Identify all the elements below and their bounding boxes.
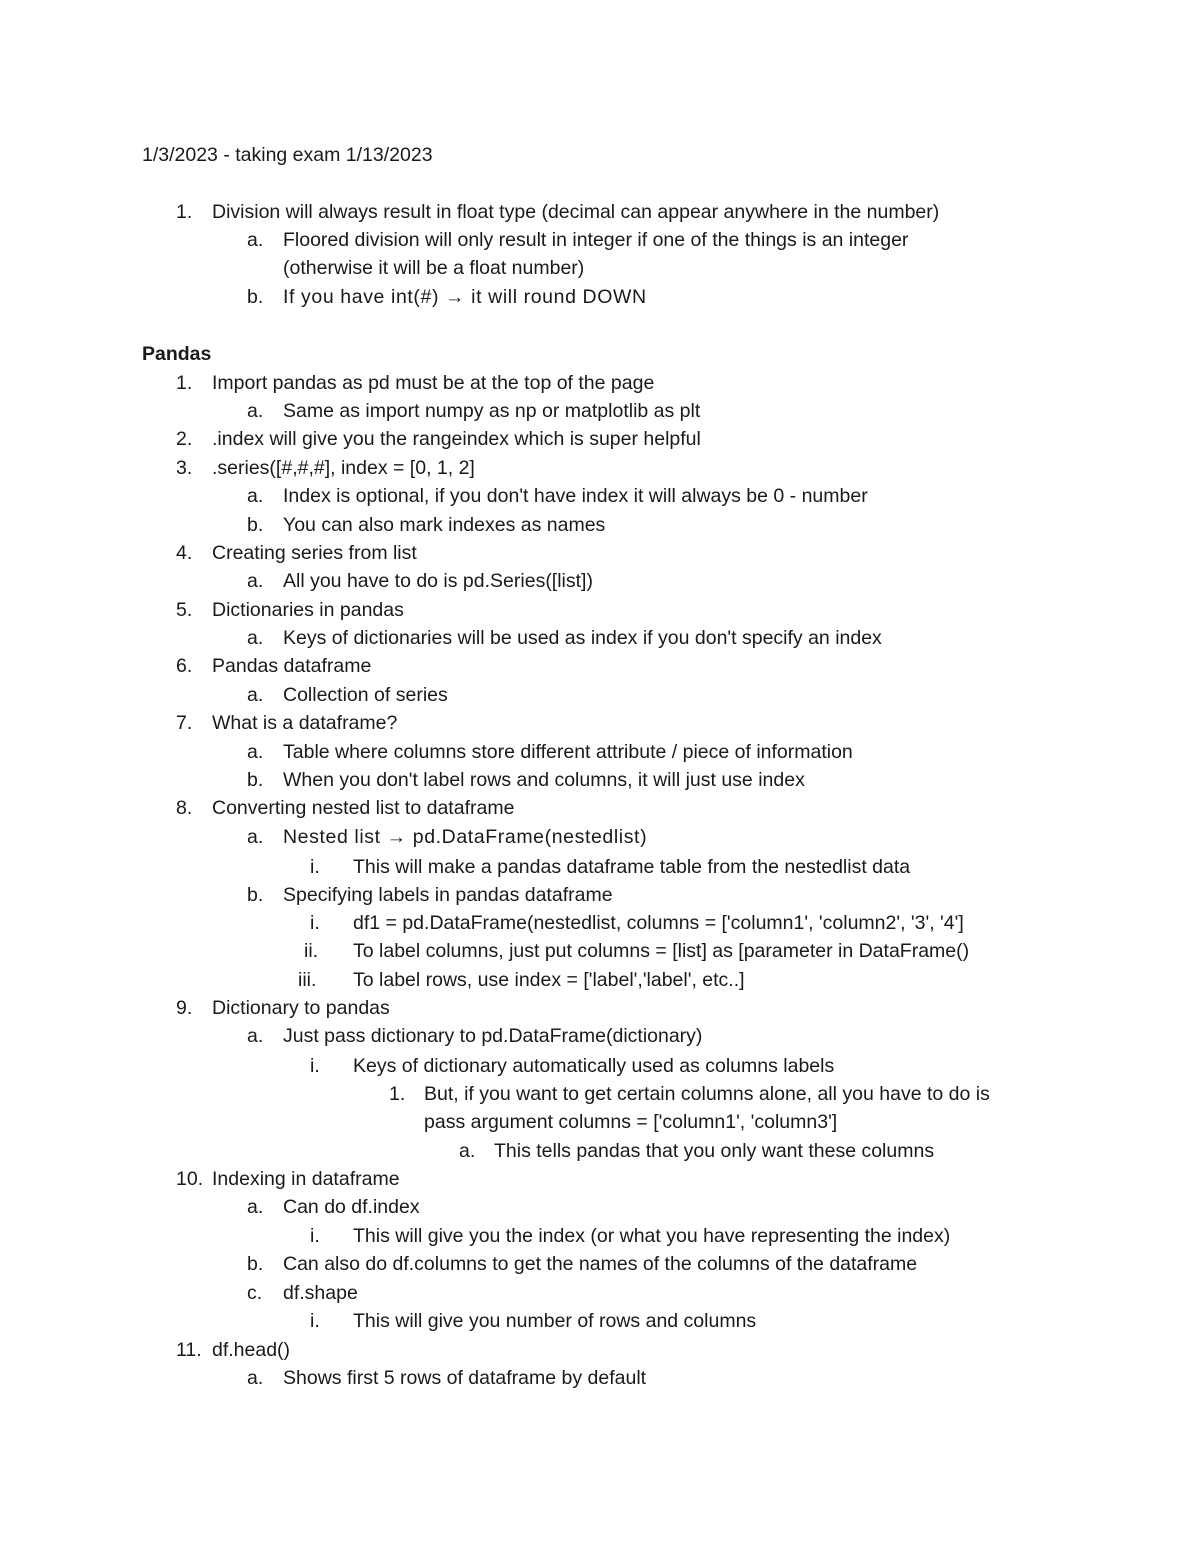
list-letter: a.	[247, 229, 264, 251]
list-letter: a.	[247, 741, 264, 763]
list-number: 2.	[176, 428, 193, 450]
list-item-text: Keys of dictionary automatically used as columns labels	[353, 1055, 835, 1077]
list-item-text: This will give you number of rows and columns	[353, 1310, 757, 1332]
list-item-text: Division will always result in float type (decimal can appear anywhere in the number)	[212, 201, 940, 223]
list-number: 11.	[176, 1339, 202, 1361]
list-item-text: All you have to do is pd.Series([list])	[283, 570, 593, 592]
list-item-text: df.shape	[283, 1282, 358, 1304]
list-item-text: Dictionary to pandas	[212, 997, 390, 1019]
list-letter: a.	[247, 400, 264, 422]
date-header: 1/3/2023 - taking exam 1/13/2023	[142, 144, 433, 166]
section-heading: Pandas	[142, 343, 212, 365]
list-item-text: Can do df.index	[283, 1196, 420, 1218]
list-item-text: This will make a pandas dataframe table from the nestedlist data	[353, 856, 911, 878]
list-item-text: This tells pandas that you only want these columns	[494, 1140, 935, 1162]
list-number: 3.	[176, 457, 193, 479]
list-item-text: Converting nested list to dataframe	[212, 797, 515, 819]
list-item-text: Floored division will only result in integer if one of the things is an integer	[283, 229, 909, 251]
list-roman: iii.	[298, 969, 317, 991]
list-number: 1.	[176, 201, 193, 223]
list-number: 10.	[176, 1168, 204, 1190]
list-item-text: To label columns, just put columns = [list] as [parameter in DataFrame()	[353, 940, 970, 962]
list-letter: c.	[247, 1282, 263, 1304]
list-roman: i.	[310, 1225, 320, 1247]
list-item-text: Same as import numpy as np or matplotlib as plt	[283, 400, 701, 422]
list-roman: i.	[310, 912, 320, 934]
list-item-text: You can also mark indexes as names	[283, 514, 606, 536]
list-letter: a.	[247, 627, 264, 649]
list-letter: a.	[247, 1367, 264, 1389]
list-item-text: But, if you want to get certain columns alone, all you have to do is	[424, 1083, 990, 1105]
list-item-text: Collection of series	[283, 684, 448, 706]
list-item-text: Nested list → pd.DataFrame(nestedlist)	[283, 826, 648, 848]
list-letter: a.	[247, 570, 264, 592]
list-item-text: This will give you the index (or what you have representing the index)	[353, 1225, 951, 1247]
list-number: 8.	[176, 797, 193, 819]
list-item-text: Table where columns store different attribute / piece of information	[283, 741, 853, 763]
list-number: 9.	[176, 997, 193, 1019]
list-item-text: df1 = pd.DataFrame(nestedlist, columns = ['column1', 'column2', '3', '4']	[353, 912, 964, 934]
list-item-text: df.head()	[212, 1339, 291, 1361]
list-item-text: Specifying labels in pandas dataframe	[283, 884, 613, 906]
list-item-text: (otherwise it will be a float number)	[283, 257, 585, 279]
list-roman: i.	[310, 856, 320, 878]
list-roman: i.	[310, 1055, 320, 1077]
list-item-text: When you don't label rows and columns, it will just use index	[283, 769, 805, 791]
list-item-text: .series([#,#,#], index = [0, 1, 2]	[212, 457, 475, 479]
list-roman: i.	[310, 1310, 320, 1332]
list-item-text: Just pass dictionary to pd.DataFrame(dictionary)	[283, 1025, 703, 1047]
list-item-text: What is a dataframe?	[212, 712, 398, 734]
list-number: 7.	[176, 712, 193, 734]
list-letter: a.	[459, 1140, 476, 1162]
list-item-text: Pandas dataframe	[212, 655, 372, 677]
list-letter: a.	[247, 826, 264, 848]
list-item-text: Shows first 5 rows of dataframe by default	[283, 1367, 647, 1389]
list-item-text: Indexing in dataframe	[212, 1168, 400, 1190]
list-item-text: Import pandas as pd must be at the top of the page	[212, 372, 655, 394]
list-letter: b.	[247, 514, 264, 536]
list-number: 1.	[176, 372, 193, 394]
list-roman: ii.	[304, 940, 319, 962]
list-item-text: Dictionaries in pandas	[212, 599, 404, 621]
list-item-text: Creating series from list	[212, 542, 417, 564]
list-number: 6.	[176, 655, 193, 677]
list-letter: b.	[247, 1253, 264, 1275]
list-letter: a.	[247, 485, 264, 507]
list-item-text: If you have int(#) → it will round DOWN	[283, 286, 647, 308]
list-item-text: To label rows, use index = ['label','label', etc..]	[353, 969, 745, 991]
list-number: 1.	[389, 1083, 406, 1105]
list-letter: b.	[247, 286, 264, 308]
list-item-text: Can also do df.columns to get the names of the columns of the dataframe	[283, 1253, 918, 1275]
list-item-text: pass argument columns = ['column1', 'column3']	[424, 1111, 838, 1133]
list-letter: a.	[247, 1196, 264, 1218]
list-item-text: .index will give you the rangeindex which is super helpful	[212, 428, 701, 450]
list-number: 4.	[176, 542, 193, 564]
list-letter: b.	[247, 769, 264, 791]
list-letter: b.	[247, 884, 264, 906]
list-letter: a.	[247, 684, 264, 706]
list-number: 5.	[176, 599, 193, 621]
list-item-text: Index is optional, if you don't have index it will always be 0 - number	[283, 485, 868, 507]
list-letter: a.	[247, 1025, 264, 1047]
list-item-text: Keys of dictionaries will be used as index if you don't specify an index	[283, 627, 882, 649]
